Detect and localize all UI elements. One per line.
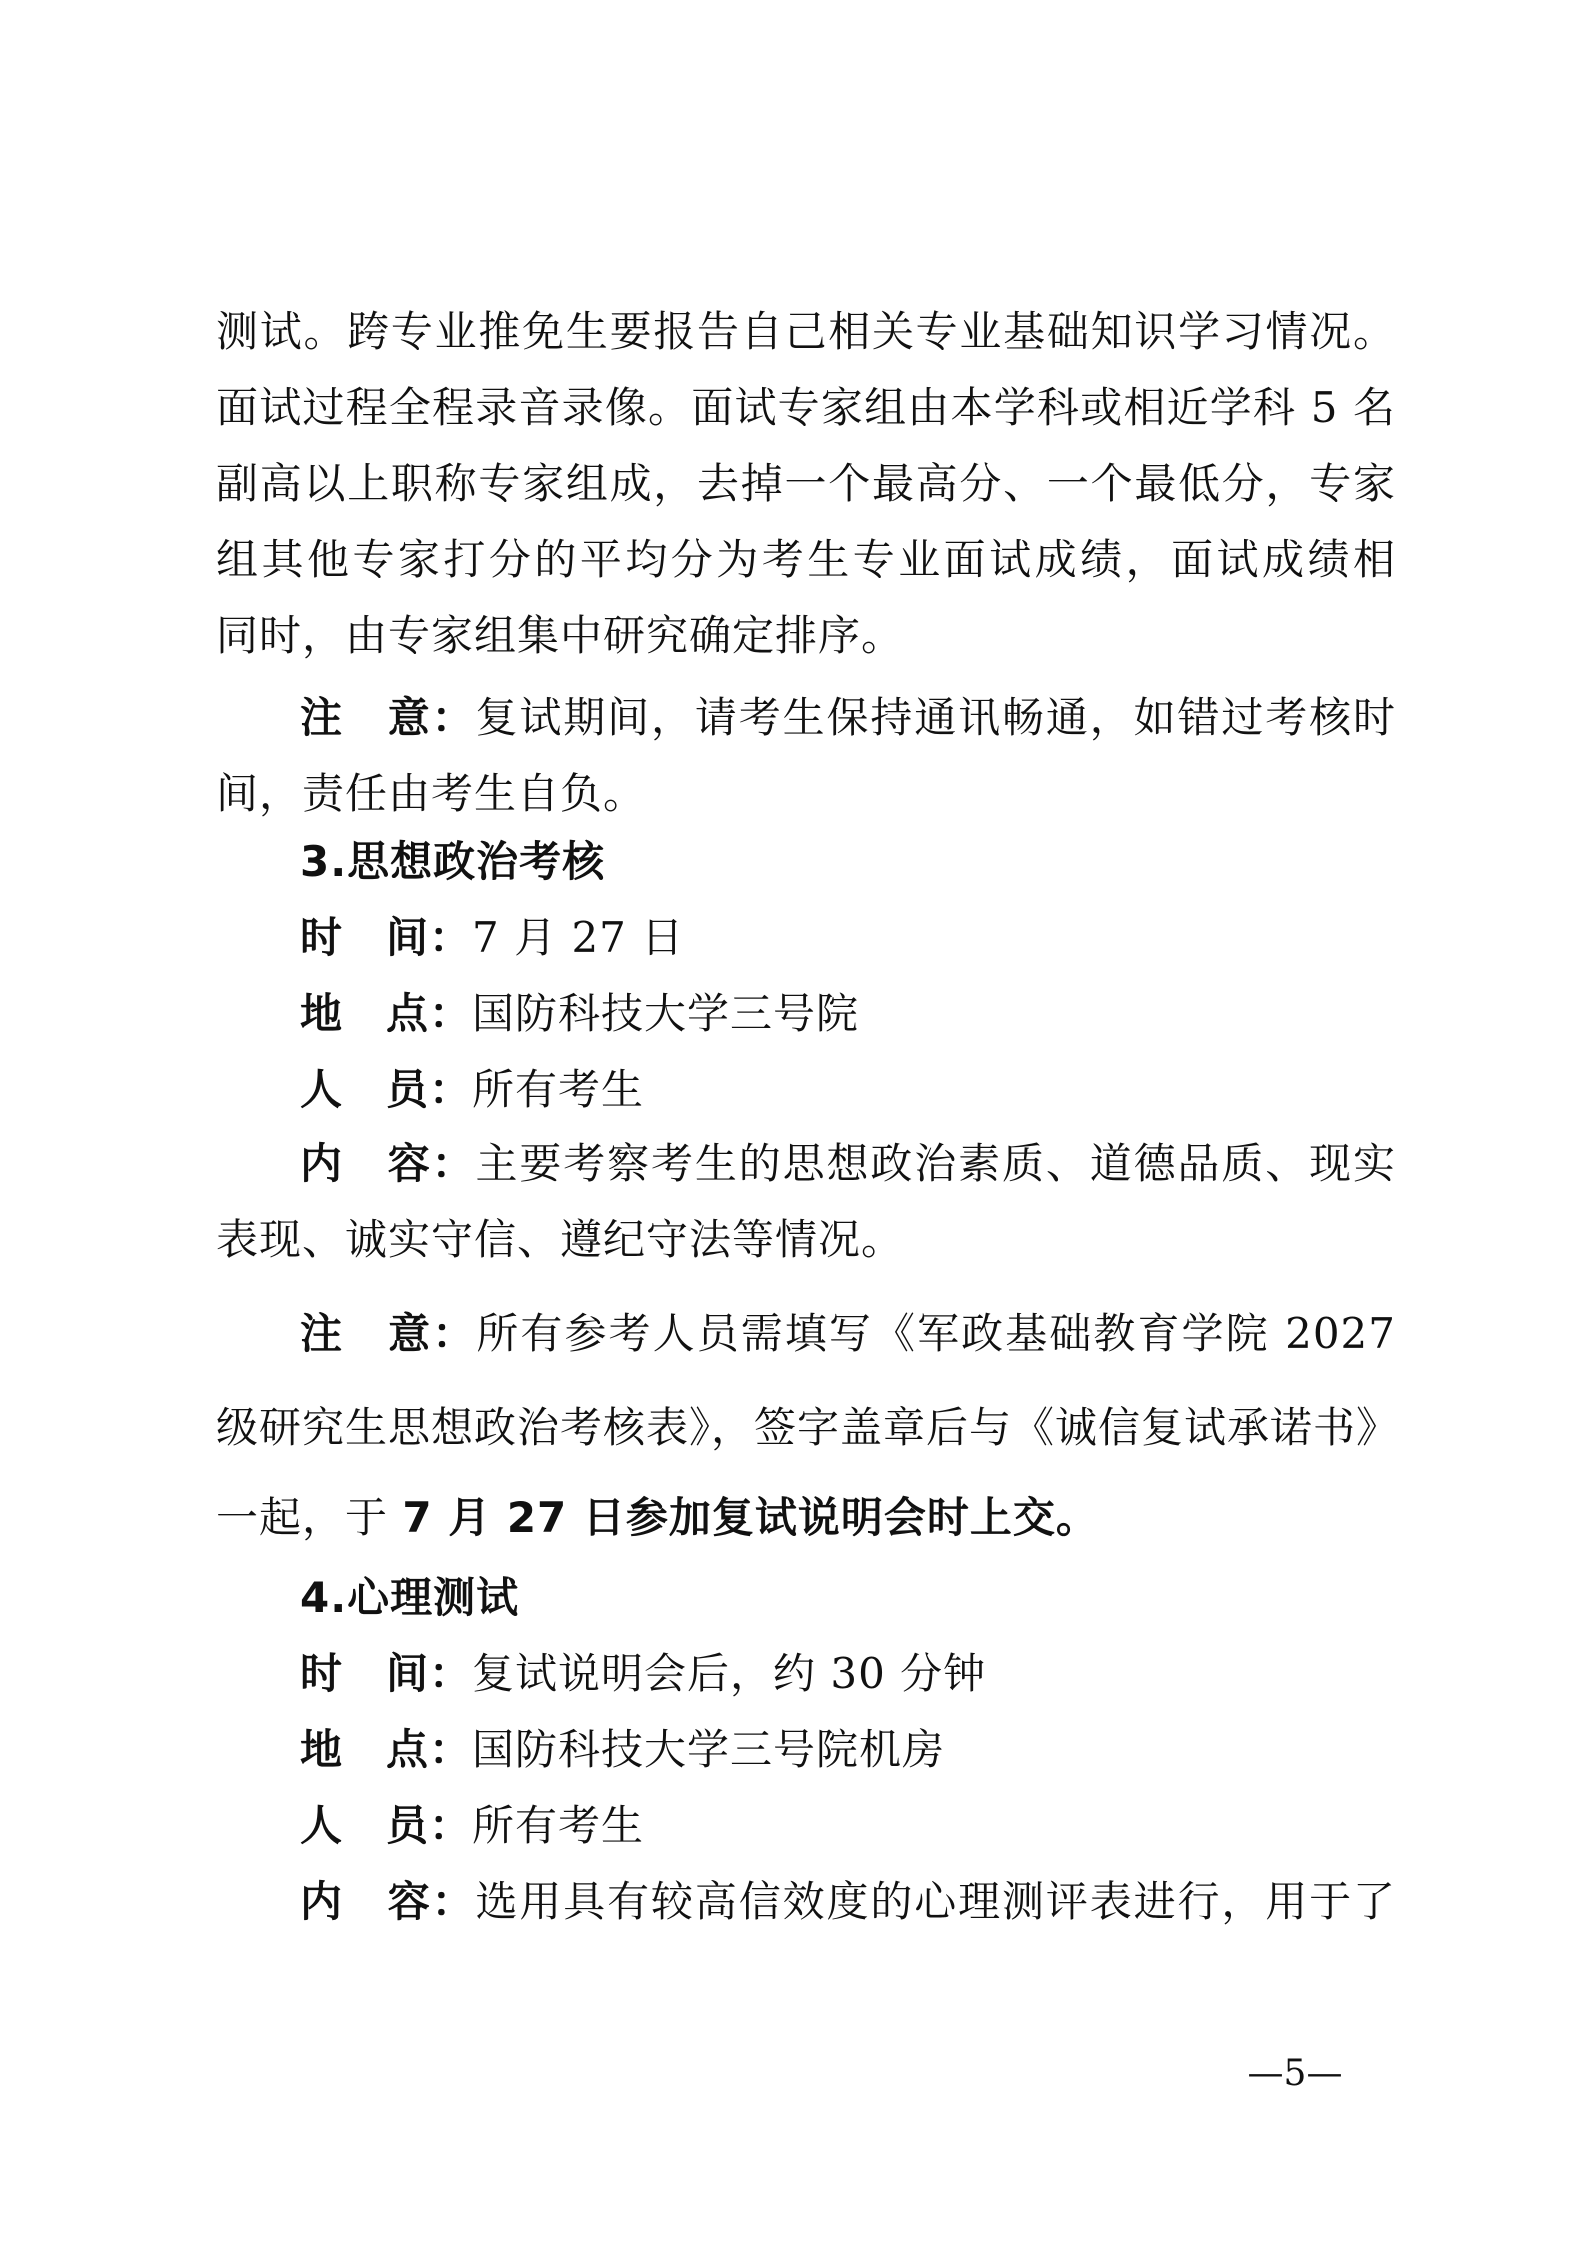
notice-1-line-1	[300, 690, 1396, 746]
section-3-notice-text-1: 所有参考人员需填写《军政基础教育学院 2027	[476, 1309, 1396, 1358]
section-4-place-value: 国防科技大学三号院机房	[472, 1725, 946, 1774]
section-3-notice-text-3-bold: 7 月 27 日参加复试说明会时上交。	[402, 1493, 1099, 1542]
section-3-notice-line-2: 级研究生思想政治考核表》，签字盖章后与《诚信复试承诺书》	[216, 1403, 1400, 1452]
notice-1-text-1: 复试期间，请考生保持通讯畅通，如错过考核时	[475, 693, 1396, 742]
section-3-notice-label: 注 意：	[300, 1309, 477, 1358]
section-4-content-label: 内 容：	[300, 1877, 476, 1926]
section-4-heading: 4.心理测试	[300, 1573, 520, 1622]
section-3-place-label: 地 点：	[300, 989, 473, 1038]
paragraph-line-5: 同时，由专家组集中研究确定排序。	[216, 611, 905, 660]
section-3-place-value: 国防科技大学三号院	[472, 989, 860, 1038]
paragraph-line-4: 组其他专家打分的平均分为考生专业面试成绩，面试成绩相	[216, 535, 1396, 584]
section-4-people	[300, 1798, 1396, 1854]
section-3-notice-line-3	[216, 1490, 1396, 1546]
section-3-notice-line-1	[300, 1306, 1396, 1362]
section-3-people	[300, 1062, 1396, 1118]
paragraph-line-1: 测试。跨专业推免生要报告自己相关专业基础知识学习情况。	[216, 307, 1396, 356]
paragraph-line-3: 副高以上职称专家组成，去掉一个最高分、一个最低分，专家	[216, 459, 1396, 508]
page-number: —5—	[1247, 2053, 1343, 2094]
notice-1-line-2: 间，责任由考生自负。	[216, 769, 647, 818]
section-4-place-label: 地 点：	[300, 1725, 473, 1774]
section-3-time-value: 7 月 27 日	[472, 913, 685, 962]
section-3-heading: 3.思想政治考核	[300, 837, 606, 886]
section-3-place	[300, 986, 1396, 1042]
section-3-content-line-2: 表现、诚实守信、遵纪守法等情况。	[216, 1215, 905, 1264]
section-4-place	[300, 1722, 1396, 1778]
section-3-people-value: 所有考生	[472, 1065, 645, 1114]
section-4-time-label: 时 间：	[300, 1649, 473, 1698]
section-3-people-label: 人 员：	[300, 1065, 473, 1114]
paragraph-line-2: 面试过程全程录音录像。面试专家组由本学科或相近学科 5 名	[216, 383, 1396, 432]
section-3-notice-text-3-prefix: 一起，于	[216, 1493, 403, 1542]
section-4-people-label: 人 员：	[300, 1801, 473, 1850]
section-3-content-line-1	[300, 1136, 1396, 1192]
section-3-content-label: 内 容：	[300, 1139, 476, 1188]
section-4-people-value: 所有考生	[472, 1801, 645, 1850]
section-4-time-value: 复试说明会后，约 30 分钟	[472, 1649, 987, 1698]
section-3-content-text-1: 主要考察考生的思想政治素质、道德品质、现实	[475, 1139, 1396, 1188]
section-3-time	[300, 910, 1396, 966]
section-4-content-line-1	[300, 1874, 1396, 1930]
section-4-time	[300, 1646, 1396, 1702]
notice-1-label: 注 意：	[300, 693, 476, 742]
section-4-content-text-1: 选用具有较高信效度的心理测评表进行，用于了	[475, 1877, 1396, 1926]
section-3-time-label: 时 间：	[300, 913, 473, 962]
